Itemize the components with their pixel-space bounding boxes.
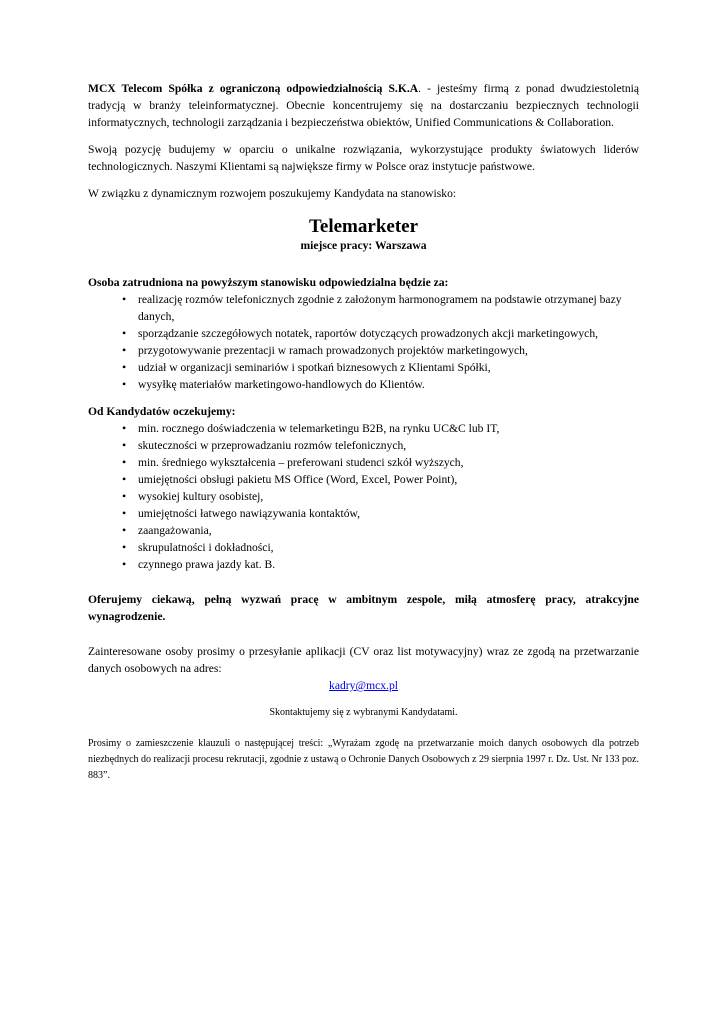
list-item-text: sporządzanie szczegółowych notatek, raportów dotyczących prowadzonych akcji marketingowych, bbox=[138, 327, 599, 340]
bullet-icon: • bbox=[122, 540, 127, 554]
intro-paragraph-2: Swoją pozycję budujemy w oparciu o unikalne rozwiązania, wykorzystujące produkty światowych liderów technologicznych. Naszymi Klientami są największe firmy w Polsce oraz instytucje państwowe. bbox=[88, 143, 639, 173]
list-item-text: wysokiej kultury osobistej, bbox=[138, 490, 264, 503]
intro-paragraph-1 bbox=[88, 80, 639, 131]
list-item-text: przygotowywanie prezentacji w ramach prowadzonych projektów marketingowych, bbox=[138, 344, 528, 357]
intro-paragraph-1-text: . - jesteśmy firmą z ponad dwudziestoletnią tradycją w branży teleinformatycznej. Obecnie koncentrujemy się na dostarczaniu bezpiecznych technologii informatycznych, technologii zarządzania i bezpieczeństwa obiektów, Unified Communications & Collaboration. bbox=[88, 82, 639, 129]
requirements-list bbox=[88, 420, 639, 573]
list-item bbox=[122, 291, 639, 325]
job-title: Telemarketer bbox=[308, 216, 419, 237]
apply-paragraph: Zainteresowane osoby prosimy o przesyłanie aplikacji (CV oraz list motywacyjny) wraz ze zgodą na przetwarzanie danych osobowych na adres: bbox=[88, 645, 639, 675]
list-item bbox=[122, 454, 639, 471]
bullet-icon: • bbox=[122, 489, 127, 503]
bullet-icon: • bbox=[122, 292, 127, 306]
list-item-text: skrupulatności i dokładności, bbox=[138, 541, 274, 554]
responsibilities-list bbox=[88, 291, 639, 393]
list-item bbox=[122, 376, 639, 393]
list-item bbox=[122, 488, 639, 505]
list-item bbox=[122, 522, 639, 539]
list-item bbox=[122, 437, 639, 454]
list-item-text: zaangażowania, bbox=[138, 524, 212, 537]
list-item bbox=[122, 420, 639, 437]
email-link[interactable]: kadry@mcx.pl bbox=[329, 679, 398, 692]
responsibilities-heading: Osoba zatrudniona na powyższym stanowisku odpowiedzialna będzie za: bbox=[88, 276, 449, 289]
bullet-icon: • bbox=[122, 421, 127, 435]
company-name: MCX Telecom Spółka z ograniczoną odpowiedzialnością S.K.A bbox=[88, 82, 419, 95]
list-item bbox=[122, 325, 639, 342]
list-item-text: skuteczności w przeprowadzaniu rozmów telefonicznych, bbox=[138, 439, 407, 452]
list-item bbox=[122, 471, 639, 488]
job-location: miejsce pracy: Warszawa bbox=[300, 239, 427, 252]
bullet-icon: • bbox=[122, 506, 127, 520]
offer-paragraph: Oferujemy ciekawą, pełną wyzwań pracę w ambitnym zespole, miłą atmosferę pracy, atrakcyjne wynagrodzenie. bbox=[88, 593, 639, 623]
list-item bbox=[122, 342, 639, 359]
intro-paragraph-3: W związku z dynamicznym rozwojem poszukujemy Kandydata na stanowisko: bbox=[88, 187, 457, 200]
bullet-icon: • bbox=[122, 557, 127, 571]
list-item-text: umiejętności łatwego nawiązywania kontaktów, bbox=[138, 507, 361, 520]
list-item-text: min. rocznego doświadczenia w telemarketingu B2B, na rynku UC&C lub IT, bbox=[138, 422, 500, 435]
bullet-icon: • bbox=[122, 326, 127, 340]
bullet-icon: • bbox=[122, 523, 127, 537]
list-item-text: umiejętności obsługi pakietu MS Office (Word, Excel, Power Point), bbox=[138, 473, 458, 486]
list-item-text: min. średniego wykształcenia – preferowani studenci szkół wyższych, bbox=[138, 456, 464, 469]
bullet-icon: • bbox=[122, 377, 127, 391]
list-item-text: realizację rozmów telefonicznych zgodnie z założonym harmonogramem na podstawie otrzymanej bazy danych, bbox=[138, 293, 622, 323]
bullet-icon: • bbox=[122, 360, 127, 374]
bullet-icon: • bbox=[122, 472, 127, 486]
requirements-heading: Od Kandydatów oczekujemy: bbox=[88, 405, 236, 418]
list-item-text: czynnego prawa jazdy kat. B. bbox=[138, 558, 276, 571]
consent-clause: Prosimy o zamieszczenie klauzuli o następującej treści: „Wyrażam zgodę na przetwarzanie moich danych osobowych dla potrzeb niezbędnych do realizacji procesu rekrutacji, zgodnie z ustawą o Ochronie Danych Osobowych z 29 sierpnia 1997 r. Dz. Ust. Nr 133 poz. 883”. bbox=[88, 738, 639, 781]
bullet-icon: • bbox=[122, 455, 127, 469]
bullet-icon: • bbox=[122, 438, 127, 452]
list-item bbox=[122, 505, 639, 522]
job-offer-document bbox=[88, 80, 639, 784]
list-item bbox=[122, 359, 639, 376]
contact-note: Skontaktujemy się z wybranymi Kandydatami. bbox=[269, 707, 458, 718]
bullet-icon: • bbox=[122, 343, 127, 357]
email-container bbox=[88, 677, 639, 694]
list-item bbox=[122, 539, 639, 556]
list-item-text: udział w organizacji seminariów i spotkań biznesowych z Klientami Spółki, bbox=[138, 361, 491, 374]
list-item bbox=[122, 556, 639, 573]
list-item-text: wysyłkę materiałów marketingowo-handlowych do Klientów. bbox=[138, 378, 425, 391]
